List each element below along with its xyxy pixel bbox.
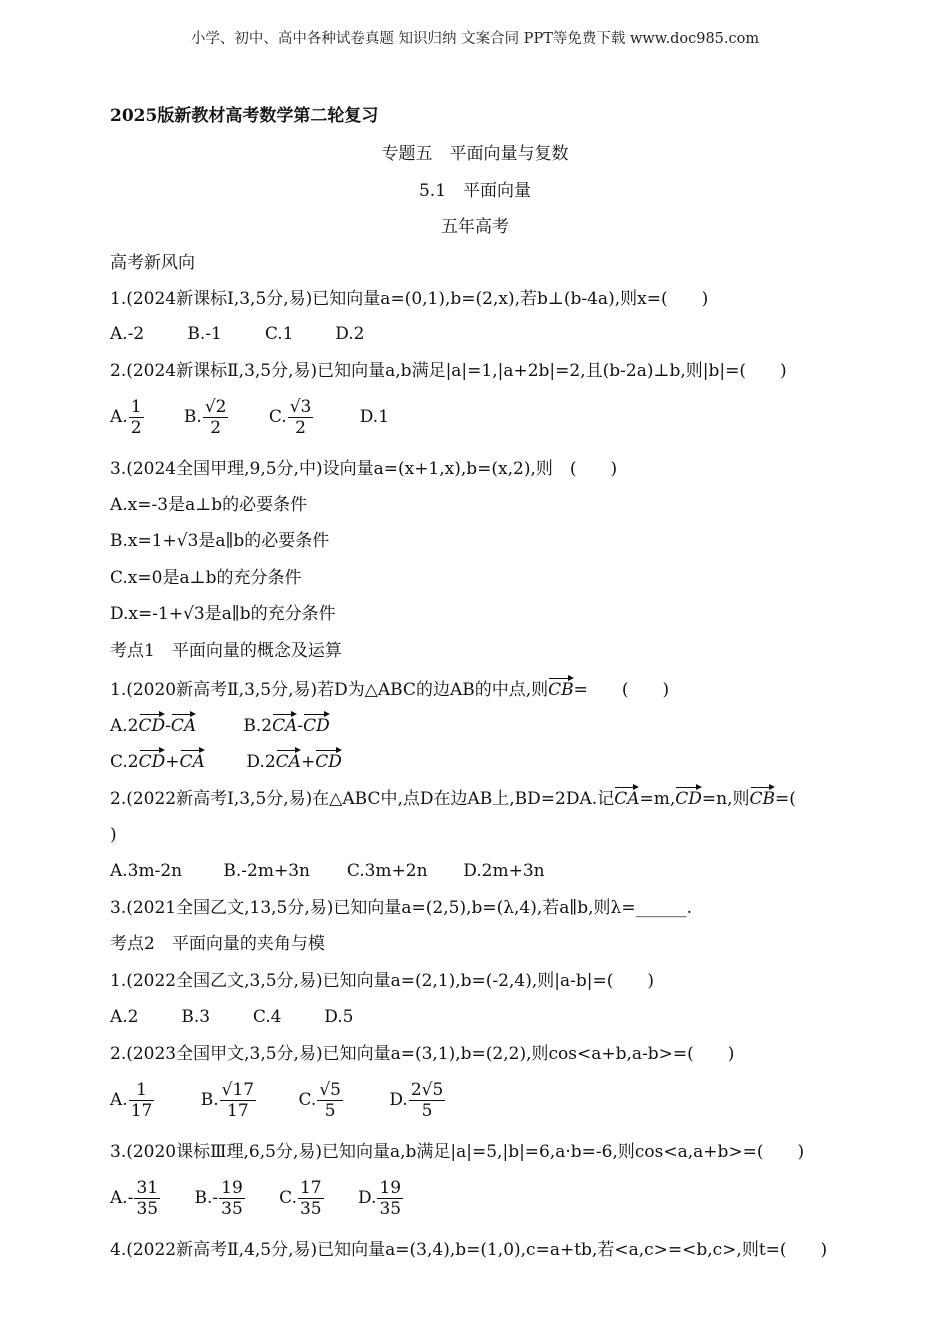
kp2-heading: 考点2 平面向量的夹角与模 bbox=[110, 934, 325, 954]
option-d: D.2m+3n bbox=[463, 861, 545, 881]
option-c: C.2CD+CA bbox=[110, 749, 241, 773]
kp2-q2-options bbox=[110, 1080, 446, 1121]
kp2-q2-stem: 2.(2023全国甲文,3,5分,易)已知向量a=(3,1),b=(2,2),则cos<a+b,a-b>=( ) bbox=[110, 1044, 735, 1064]
kp1-q1-options-row1 bbox=[110, 713, 330, 737]
option-b: B. $\frac{√2}{2}$ bbox=[183, 397, 227, 438]
kp1-q3-stem: 3.(2021全国乙文,13,5分,易)已知向量a=(2,5),b=(λ,4),若a∥b,则λ=______. bbox=[110, 898, 692, 918]
kp1-q1-stem: 1.(2020新高考Ⅱ,3,5分,易)若D为△ABC的边AB的中点,则CB= ( ) bbox=[110, 677, 669, 701]
option-c: C.3m+2n bbox=[346, 861, 428, 881]
option-a: A. $\frac{1}{17}$ bbox=[110, 1080, 153, 1121]
option-b: B. $\frac{√17}{17}$ bbox=[200, 1080, 255, 1121]
option-b: B.2CA-CD bbox=[243, 716, 329, 736]
option-c: C. $\frac{17}{35}$ bbox=[279, 1178, 322, 1219]
option-d: D.1 bbox=[359, 407, 390, 427]
trend-q1-stem: 1.(2024新课标Ⅰ,3,5分,易)已知向量a=(0,1),b=(2,x),若b⊥(b-4a),则x=( ) bbox=[110, 289, 709, 309]
trend-q3-option-b: B.x=1+√3是a∥b的必要条件 bbox=[110, 531, 330, 551]
option-a: A.- $\frac{31}{35}$ bbox=[110, 1178, 159, 1219]
trend-q3-option-a: A.x=-3是a⊥b的必要条件 bbox=[110, 495, 308, 515]
option-b: B.- $\frac{19}{35}$ bbox=[194, 1178, 243, 1219]
trend-q3-option-c: C.x=0是a⊥b的充分条件 bbox=[110, 568, 302, 588]
option-d: D.2CA+CD bbox=[246, 752, 341, 772]
option-d: D.2 bbox=[335, 324, 365, 344]
kp1-q2-stem-cont: ) bbox=[110, 825, 117, 845]
kp2-q1-options bbox=[110, 1006, 353, 1028]
section-title: 5.1 平面向量 bbox=[418, 181, 532, 201]
page-header: 小学、初中、高中各种试卷真题 知识归纳 文案合同 PPT等免费下载 www.doc985.com bbox=[190, 31, 760, 47]
option-d: D. $\frac{2√5}{5}$ bbox=[389, 1080, 444, 1121]
option-b: B.-1 bbox=[187, 324, 222, 344]
topic-title: 专题五 平面向量与复数 bbox=[381, 144, 569, 164]
option-a: A. $\frac{1}{2}$ bbox=[110, 397, 142, 438]
kp2-q1-stem: 1.(2022全国乙文,3,5分,易)已知向量a=(2,1),b=(-2,4),则|a-b|=( ) bbox=[110, 971, 654, 991]
trend-q2-stem: 2.(2024新课标Ⅱ,3,5分,易)已知向量a,b满足|a|=1,|a+2b|=2,且(b-2a)⊥b,则|b|=( ) bbox=[110, 361, 787, 381]
kp2-q4-stem: 4.(2022新高考Ⅱ,4,5分,易)已知向量a=(3,4),b=(1,0),c=a+tb,若<a,c>=<b,c>,则t=( ) bbox=[110, 1240, 828, 1260]
kp2-q3-stem: 3.(2020课标Ⅲ理,6,5分,易)已知向量a,b满足|a|=5,|b|=6,a·b=-6,则cos<a,a+b>=( ) bbox=[110, 1142, 805, 1162]
kp1-heading: 考点1 平面向量的概念及运算 bbox=[110, 641, 342, 661]
option-c: C.1 bbox=[264, 324, 294, 344]
option-d: D. $\frac{19}{35}$ bbox=[358, 1178, 402, 1219]
doc-title: 2025版新教材高考数学第二轮复习 bbox=[110, 106, 379, 126]
trend-q1-options bbox=[110, 323, 364, 345]
kp1-q2-options bbox=[110, 860, 545, 882]
trend-q3-stem: 3.(2024全国甲理,9,5分,中)设向量a=(x+1,x),b=(x,2),则 ( ) bbox=[110, 459, 618, 479]
subsection-title: 五年高考 bbox=[441, 217, 509, 237]
option-c: C.4 bbox=[252, 1007, 282, 1027]
option-a: A.3m-2n bbox=[110, 861, 183, 881]
option-a: A.2CD-CA bbox=[110, 713, 238, 737]
trend-q2-options bbox=[110, 397, 389, 438]
kp1-q2-stem: 2.(2022新高考Ⅰ,3,5分,易)在△ABC中,点D在边AB上,BD=2DA.记CA=m,CD=n,则CB=( bbox=[110, 786, 796, 810]
option-c: C. $\frac{√5}{5}$ bbox=[298, 1080, 341, 1121]
option-a: A.2 bbox=[110, 1007, 139, 1027]
trend-q3-option-d: D.x=-1+√3是a∥b的充分条件 bbox=[110, 604, 336, 624]
option-b: B.-2m+3n bbox=[223, 861, 310, 881]
option-b: B.3 bbox=[181, 1007, 211, 1027]
option-a: A.-2 bbox=[110, 324, 145, 344]
kp2-q3-options bbox=[110, 1178, 404, 1219]
option-d: D.5 bbox=[324, 1007, 354, 1027]
kp1-q1-options-row2 bbox=[110, 749, 342, 773]
trend-heading: 高考新风向 bbox=[110, 253, 195, 273]
option-c: C. $\frac{√3}{2}$ bbox=[268, 397, 312, 438]
